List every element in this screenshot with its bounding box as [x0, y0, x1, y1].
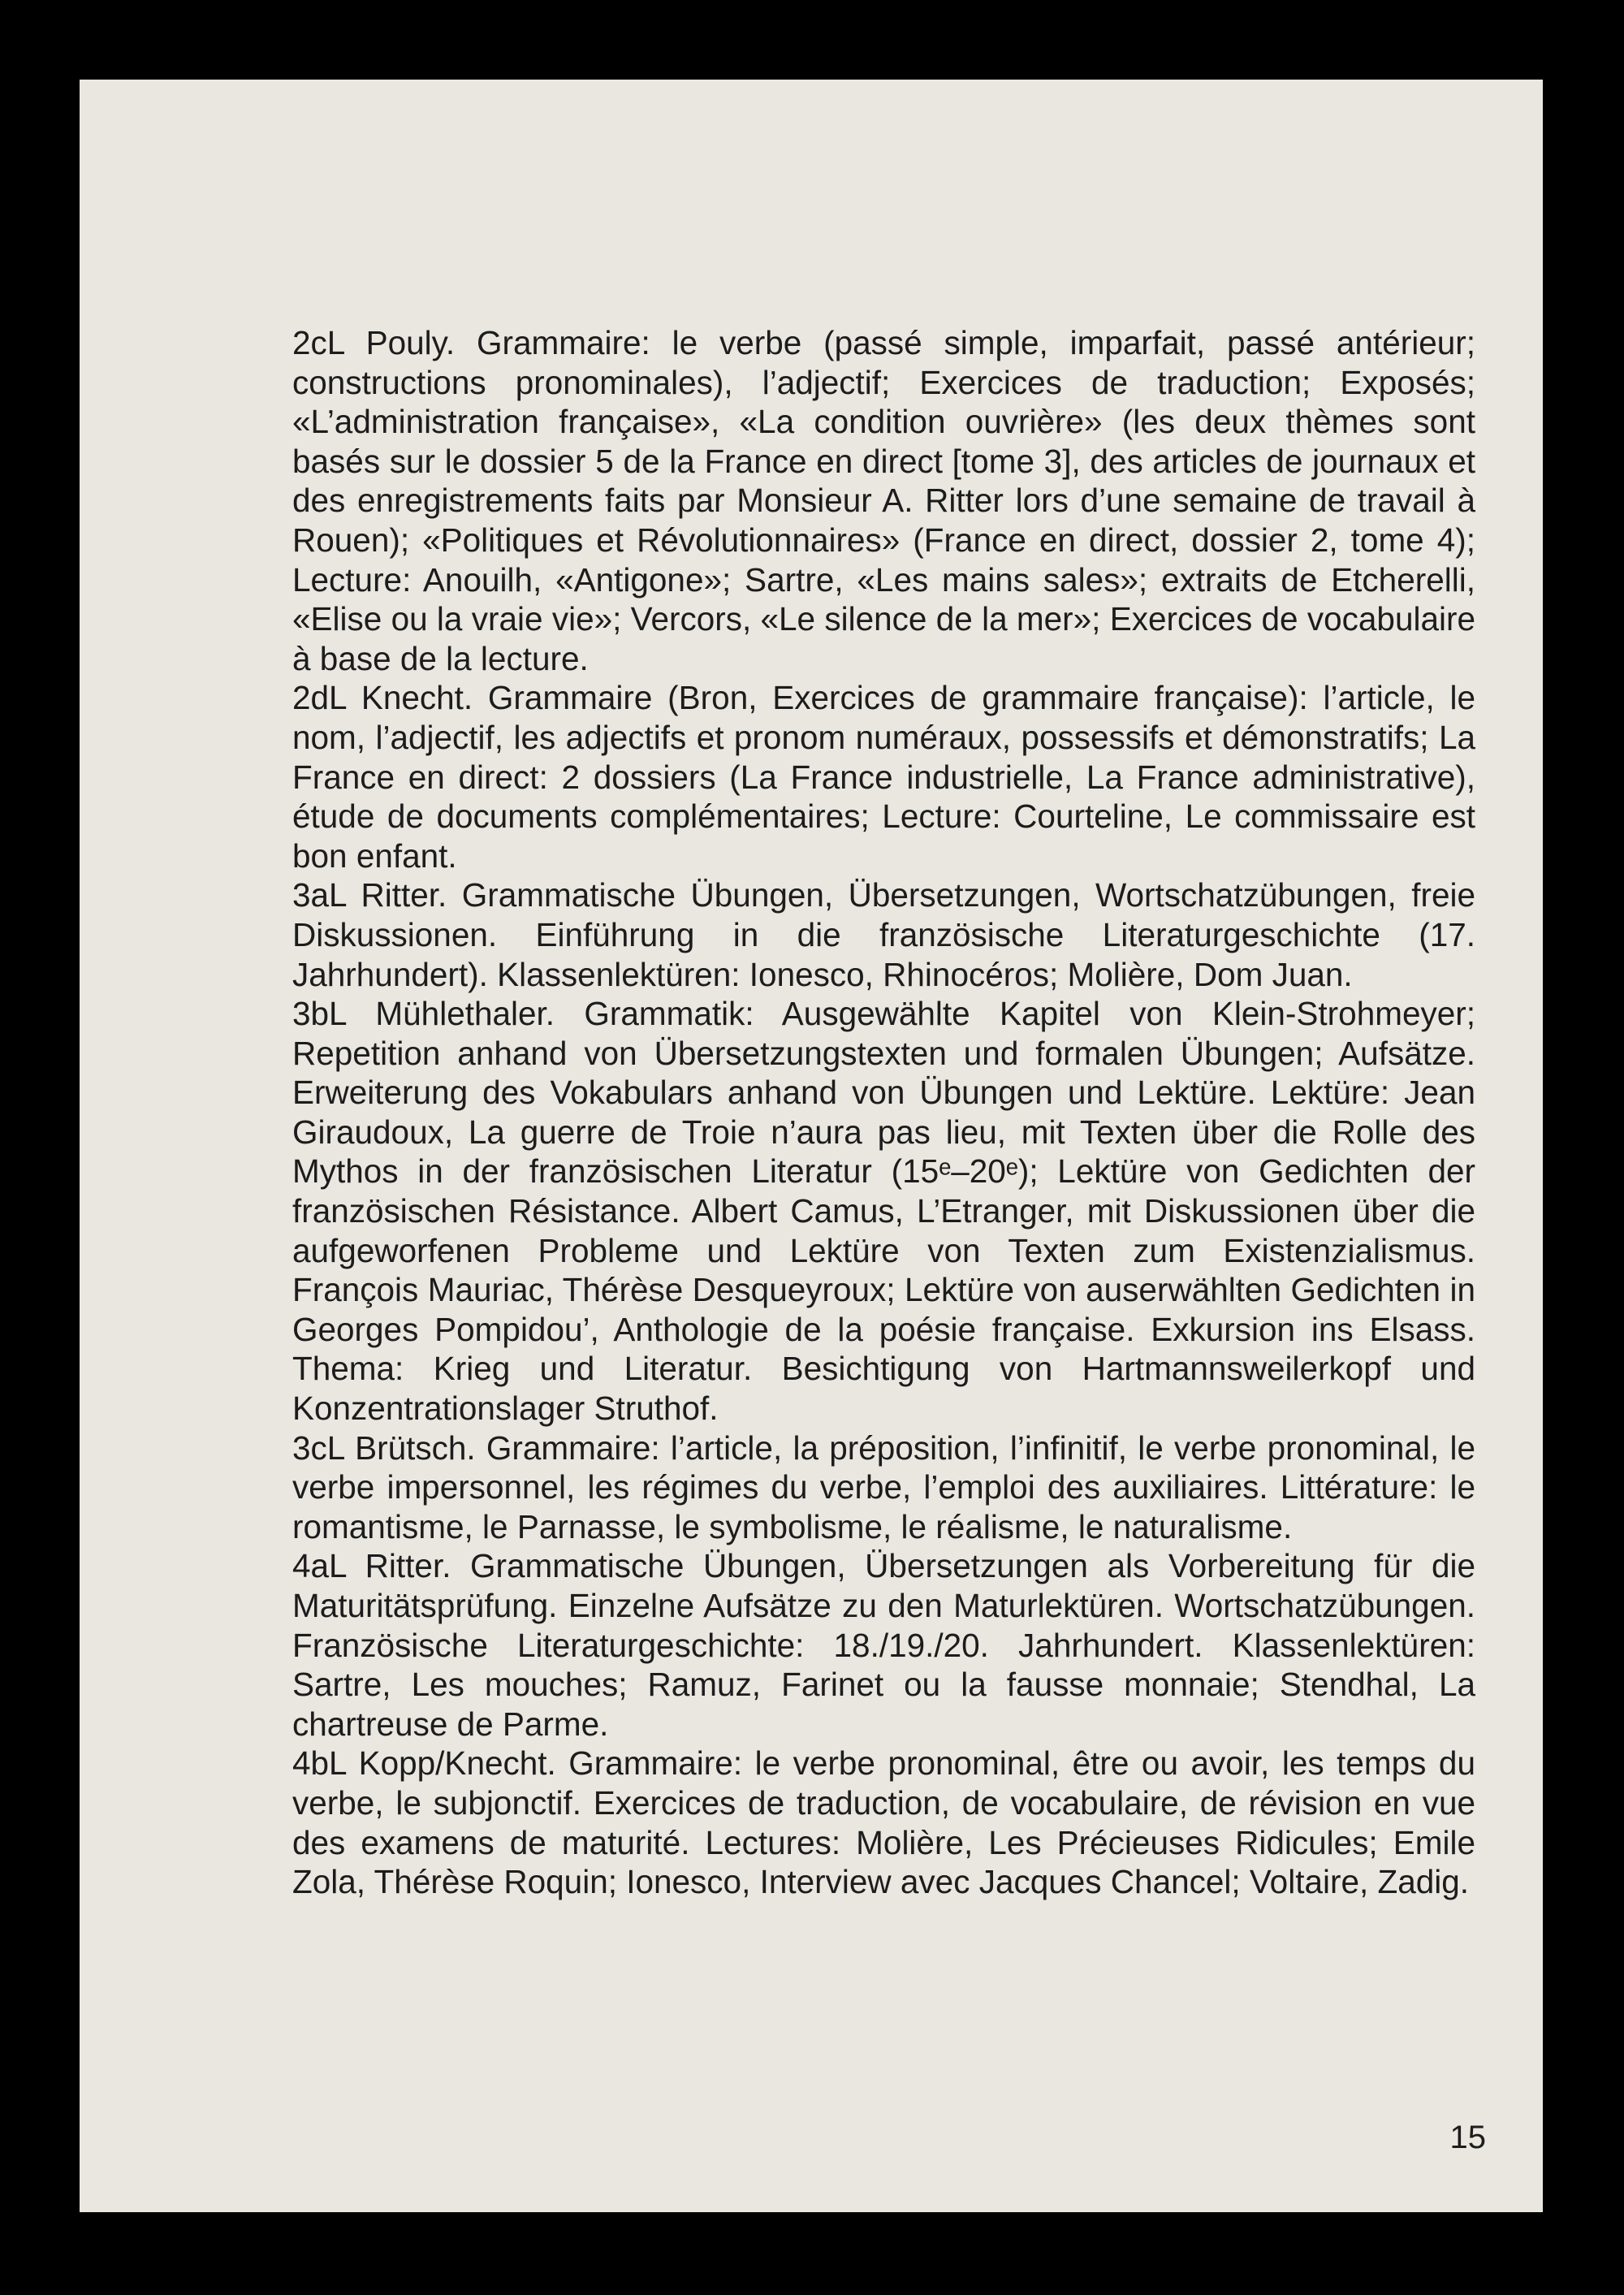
course-list — [292, 323, 1475, 1902]
course-entry-3bl: 3bL Mühlethaler. Grammatik: Ausgewählte Kapitel von Klein-Strohmeyer; Repetition anhand von Übersetzungstexten und formalen Übungen; Aufsätze. Erweiterung des Vokabulars anhand von Übungen und Lektüre. Lektüre: Jean Giraudoux, La guerre de Troie n’aura pas lieu, mit Texten über die Rolle des Mythos in der französischen Literatur (15ᵉ–20ᵉ); Lektüre von Gedichten der französischen Résistance. Albert Camus, L’Etranger, mit Diskussionen über die aufgeworfenen Probleme und Lektüre von Texten zum Existenzialismus. François Mauriac, Thérèse Desqueyroux; Lektüre von auserwählten Gedichten in Georges Pompidou’, Anthologie de la poésie française. Exkursion ins Elsass. Thema: Krieg und Literatur. Besichtigung von Hartmannsweilerkopf und Konzentrationslager Struthof. — [292, 995, 1475, 1428]
document-page — [80, 80, 1543, 2212]
course-entry-3al: 3aL Ritter. Grammatische Übungen, Übersetzungen, Wortschatzübungen, freie Diskussionen. Einführung in die französische Literaturgeschichte (17. Jahrhundert). Klassenlektüren: Ionesco, Rhinocéros; Molière, Dom Juan. — [292, 876, 1475, 993]
course-entry-4al: 4aL Ritter. Grammatische Übungen, Übersetzungen als Vorbereitung für die Maturitätsprüfung. Einzelne Aufsätze zu den Maturlektüren. Wortschatzübungen. Französische Literaturgeschichte: 18./19./20. Jahrhundert. Klassenlektüren: Sartre, Les mouches; Ramuz, Farinet ou la fausse monnaie; Stendhal, La chartreuse de Parme. — [292, 1547, 1475, 1743]
course-entry-3cl: 3cL Brütsch. Grammaire: l’article, la préposition, l’infinitif, le verbe pronominal, le verbe impersonnel, les régimes du verbe, l’emploi des auxiliaires. Littérature: le romantisme, le Parnasse, le symbolisme, le réalisme, le naturalisme. — [292, 1428, 1475, 1545]
course-entry-2cl: 2cL Pouly. Grammaire: le verbe (passé simple, imparfait, passé antérieur; constructions pronominales), l’adjectif; Exercices de traduction; Exposés; «L’administration française», «La condition ouvrière» (les deux thèmes sont basés sur le dossier 5 de la France en direct [tome 3], des articles de journaux et des enregistrements faits par Monsieur A. Ritter lors d’une semaine de travail à Rouen); «Politiques et Révolutionnaires» (France en direct, dossier 2, tome 4); Lecture: Anouilh, «Antigone»; Sartre, «Les mains sales»; extraits de Etcherelli, «Elise ou la vraie vie»; Vercors, «Le silence de la mer»; Exercices de vocabulaire à base de la lecture. — [292, 324, 1475, 677]
course-entry-2dl: 2dL Knecht. Grammaire (Bron, Exercices de grammaire française): l’article, le nom, l’adjectif, les adjectifs et pronom numéraux, possessifs et démonstratifs; La France en direct: 2 dossiers (La France industrielle, La France administrative), étude de documents complémentaires; Lecture: Courteline, Le commissaire est bon enfant. — [292, 679, 1475, 875]
course-entry-4bl: 4bL Kopp/Knecht. Grammaire: le verbe pronominal, être ou avoir, les temps du verbe, le subjonctif. Exercices de traduction, de vocabulaire, de révision en vue des examens de maturité. Lectures: Molière, Les Précieuses Ridicules; Emile Zola, Thérèse Roquin; Ionesco, Interview avec Jacques Chancel; Voltaire, Zadig. — [292, 1744, 1475, 1901]
page-number: 15 — [1449, 2120, 1486, 2155]
